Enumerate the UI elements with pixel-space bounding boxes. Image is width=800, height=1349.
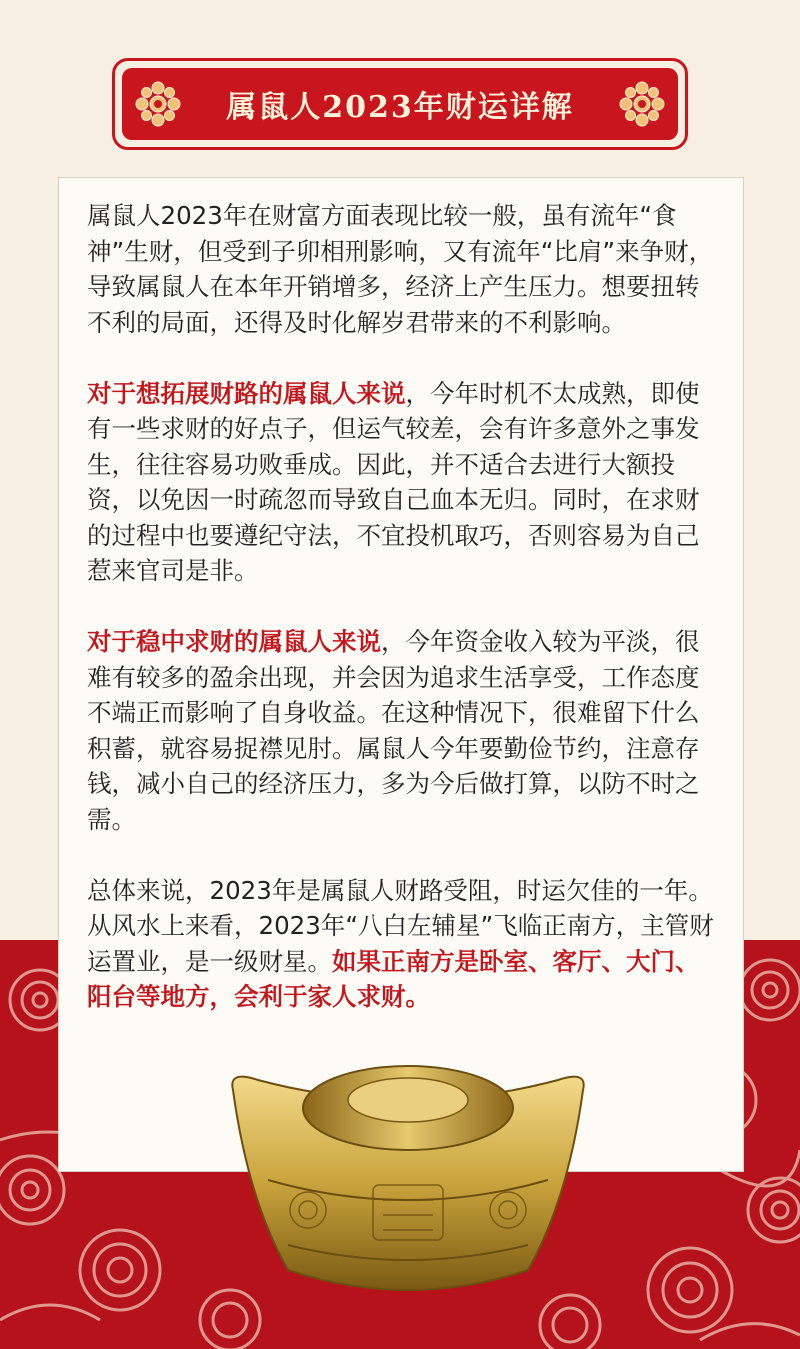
paragraph-2 xyxy=(87,376,719,589)
paragraph-2-highlight: 对于想拓展财路的属鼠人来说 xyxy=(87,378,406,408)
paragraph-4-text: 总体来说，2023年是属鼠人财路受阻，时运欠佳的一年。从风水上来看，2023年“八白左辅星”飞临正南方，主管财运置业，是一级财星。 xyxy=(87,875,714,976)
paragraph-4 xyxy=(87,873,719,1015)
article-body xyxy=(87,198,719,1050)
gold-ingot-icon xyxy=(228,1060,588,1320)
paragraph-3-text: ，今年资金收入较为平淡，很难有较多的盈余出现，并会因为追求生活享受，工作态度不端正而影响了自身收益。在这种情况下，很难留下什么积蓄，就容易捉襟见肘。属鼠人今年要勤俭节约，注意存钱，减小自己的经济压力，多为今后做打算，以防不时之需。 xyxy=(87,627,700,834)
paragraph-3 xyxy=(87,624,719,837)
title-banner xyxy=(112,58,688,150)
flower-icon xyxy=(618,80,666,128)
banner-body xyxy=(122,68,678,140)
paragraph-3-highlight: 对于稳中求财的属鼠人来说 xyxy=(87,627,381,656)
paragraph-2-text: ，今年时机不太成熟，即使有一些求财的好点子，但运气较差，会有许多意外之事发生，往往容易功败垂成。因此，并不适合去进行大额投资，以免因一时疏忽而导致自己血本无归。同时，在求财的过程中也要遵纪守法，不宜投机取巧，否则容易为自己惹来官司是非。 xyxy=(87,378,700,585)
flower-icon xyxy=(134,80,182,128)
page-title: 属鼠人2023年财运详解 xyxy=(226,90,574,125)
paragraph-1 xyxy=(87,198,719,340)
paragraph-1-text: 属鼠人2023年在财富方面表现比较一般，虽有流年“食神”生财，但受到子卯相刑影响，又有流年“比肩”来争财，导致属鼠人在本年开销增多，经济上产生压力。想要扭转不利的局面，还得及时化解岁君带来的不利影响。 xyxy=(87,201,714,337)
paragraph-4-highlight: 如果正南方是卧室、客厅、大门、阳台等地方，会利于家人求财。 xyxy=(87,946,700,1011)
